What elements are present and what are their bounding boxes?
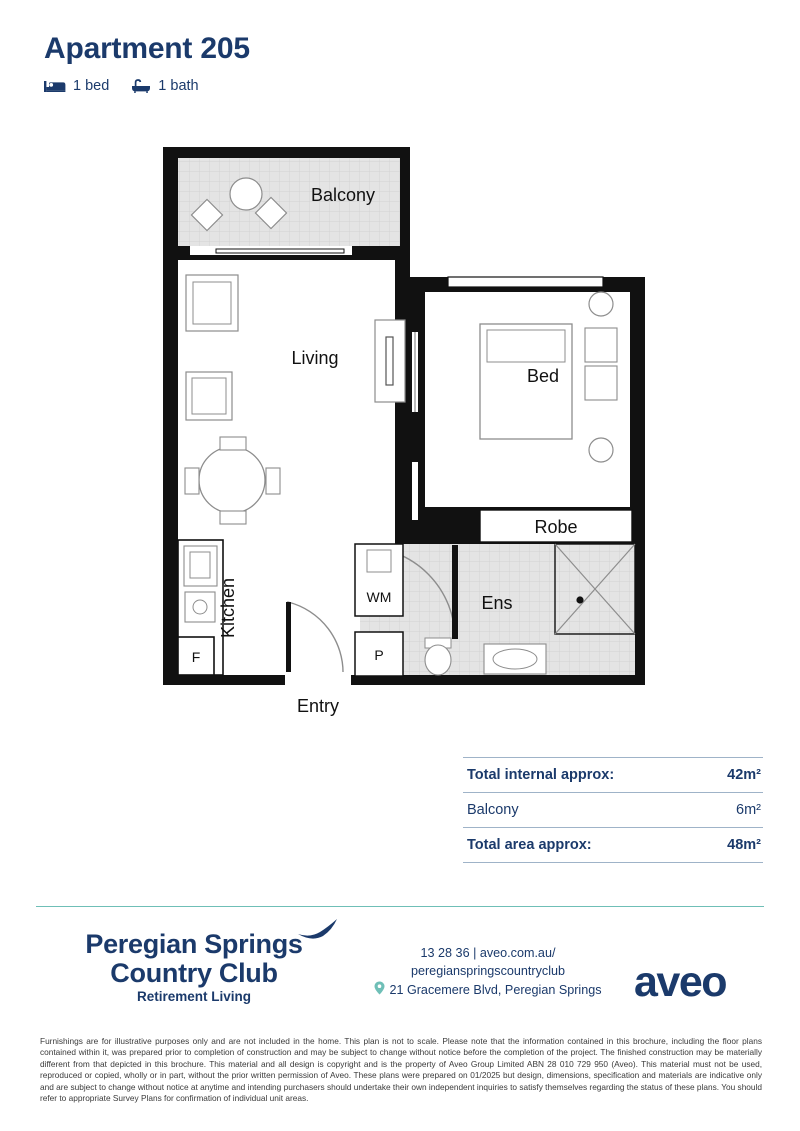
disclaimer-text: Furnishings are for illustrative purposes only and are not included in the home. This plan is not to scale. Please note that the information contained in this brochure, including the floor plans contained within it, was prepared prior to completion of construction and may be subject to change without notice before the completion of the project. The finished construction may be materially different from that depicted in this brochure. This material and all design is copyright and is the property of Aveo Group Limited ABN 28 010 729 950 (Aveo). This material must not be used, reproduced or copied, wholly or in part, without the prior written permission of Aveo. These plans were prepared on 01/2025 but design, dimensions, specification and materials are indicative only and are subject to change without notice at anytime and intending purchasers should undertake their own independent inquiries to satisfy themselves regarding the status of these plans. You should refer to appropriate Survey Plans for confirmation of individual unit areas. — [40, 1036, 762, 1104]
marker-washing-machine: WM — [366, 589, 392, 605]
area-row-total — [463, 828, 763, 863]
web-path[interactable]: peregianspringscountryclub — [410, 964, 565, 979]
area-summary-table — [463, 757, 763, 863]
aveo-logo-text: aveo — [634, 958, 727, 1006]
vanity-fixture — [484, 644, 546, 674]
phone-and-web[interactable]: 13 28 36 | aveo.com.au/ — [420, 946, 556, 960]
address-row — [352, 981, 624, 1000]
marker-pantry: P — [374, 647, 384, 663]
room-balcony — [163, 147, 410, 255]
toilet-fixture — [425, 638, 451, 675]
room-label-bed: Bed — [526, 366, 560, 386]
laundry-block — [355, 544, 403, 676]
area-label: Balcony — [467, 802, 519, 818]
floor-plan — [0, 132, 800, 732]
area-value: 6m² — [736, 802, 761, 818]
room-label-balcony: Balcony — [310, 185, 376, 205]
apartment-specs — [44, 78, 800, 94]
marker-fridge: F — [191, 649, 201, 665]
area-label: Total area approx: — [467, 837, 592, 853]
area-label: Total internal approx: — [467, 767, 615, 783]
page-title: Apartment 205 — [44, 32, 250, 65]
bed-icon — [44, 79, 66, 93]
bird-logo-icon — [296, 916, 340, 947]
address-text: 21 Gracemere Blvd, Peregian Springs — [389, 983, 602, 997]
spec-bed — [44, 78, 109, 94]
area-value: 42m² — [727, 767, 761, 783]
area-row-internal — [463, 758, 763, 793]
room-robe — [480, 510, 632, 542]
footer-divider — [36, 906, 764, 907]
contact-block — [352, 944, 624, 1000]
room-label-ens: Ens — [481, 593, 513, 613]
room-label-robe: Robe — [534, 517, 578, 537]
location-pin-icon — [374, 981, 385, 1000]
brand-line-2: Country Club — [110, 958, 278, 989]
entry-opening — [285, 672, 351, 716]
area-value: 48m² — [727, 837, 761, 853]
spec-bed-label: 1 bed — [73, 78, 110, 94]
room-label-entry: Entry — [296, 696, 340, 716]
room-label-living: Living — [291, 348, 339, 368]
room-label-kitchen: Kitchen — [218, 577, 238, 639]
area-row-balcony — [463, 793, 763, 828]
spec-bath-label: 1 bath — [158, 78, 199, 94]
brand-line-1: Peregian Springs — [85, 929, 303, 959]
bath-icon — [131, 79, 151, 93]
room-bed — [412, 277, 630, 520]
brand-block — [34, 930, 354, 1004]
page-header — [0, 0, 800, 94]
aveo-logo — [634, 958, 726, 1007]
brand-line-3: Retirement Living — [136, 989, 252, 1005]
spec-bath — [131, 78, 198, 94]
bottom-bar — [0, 1126, 800, 1131]
page-footer — [0, 918, 800, 1038]
